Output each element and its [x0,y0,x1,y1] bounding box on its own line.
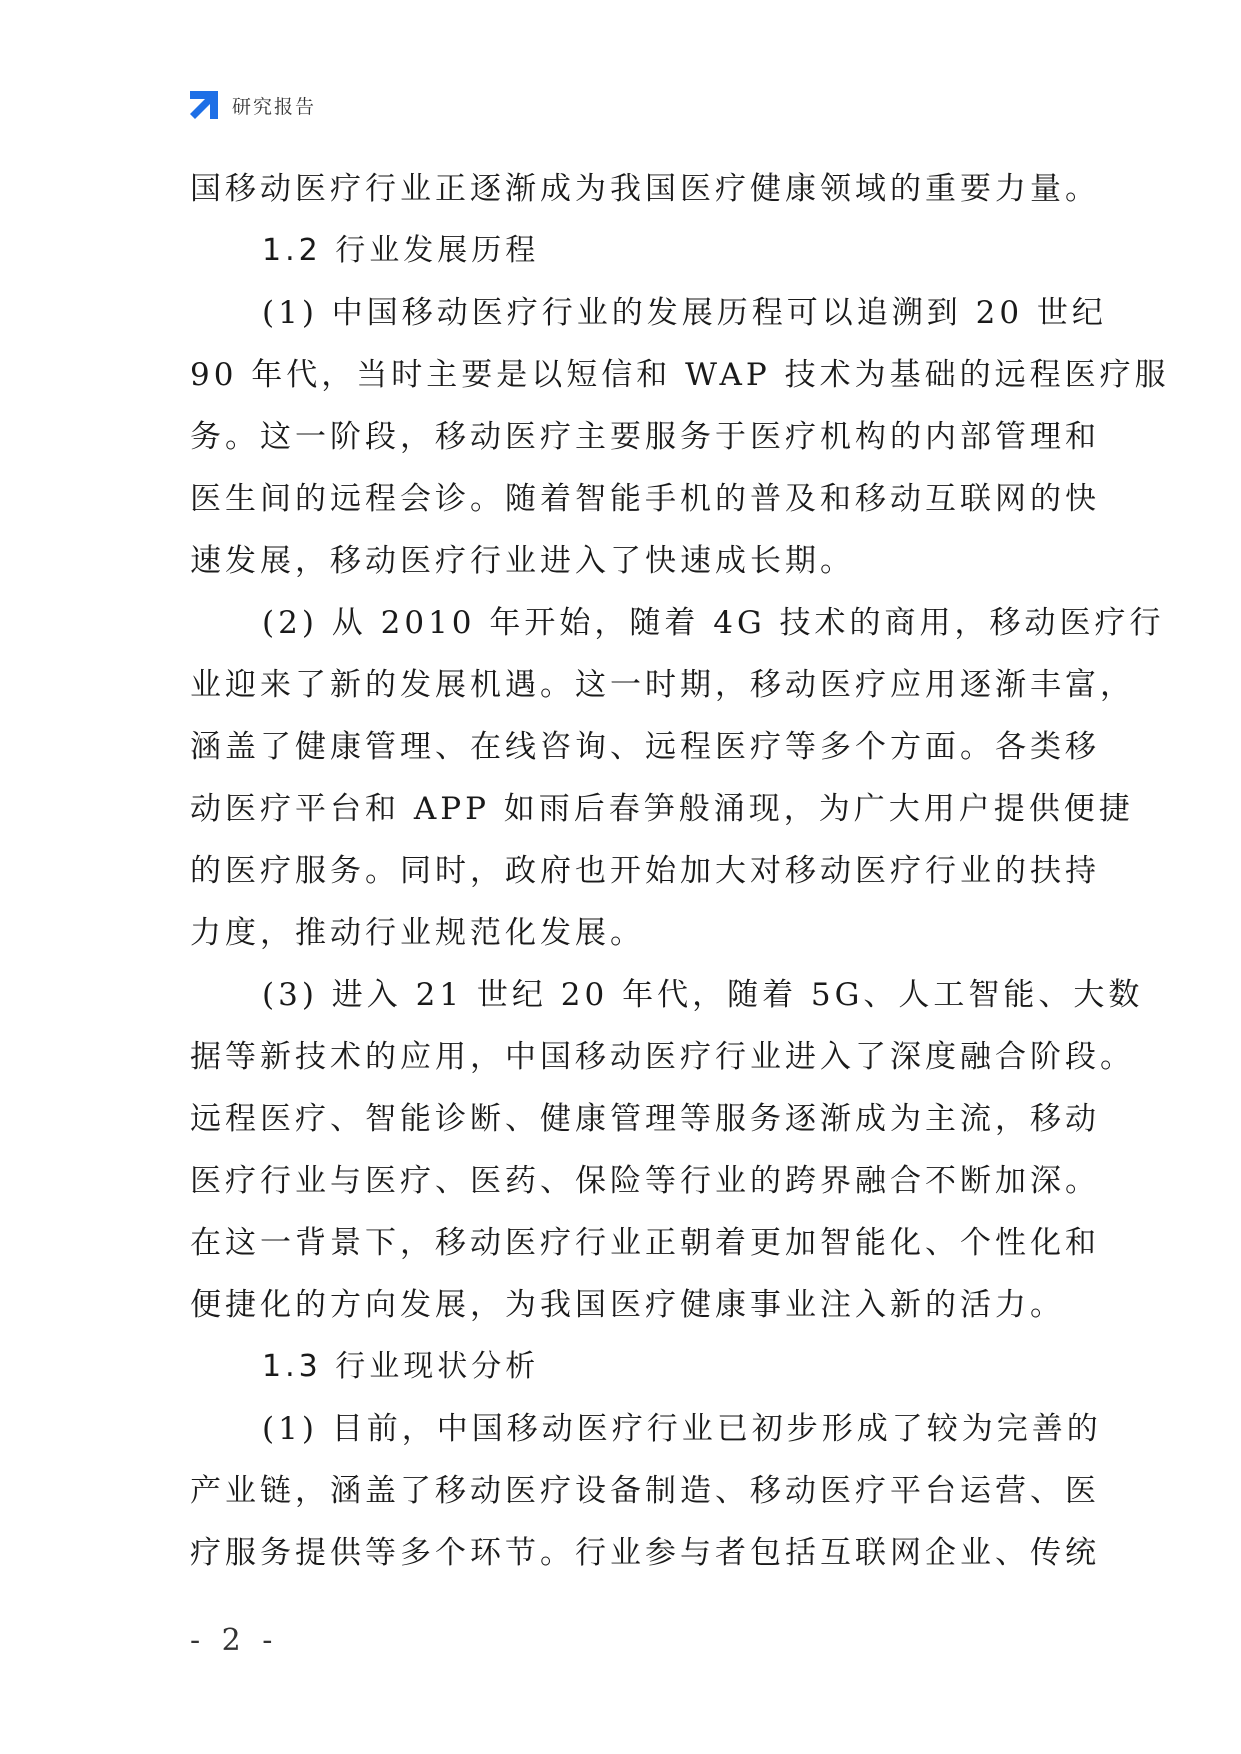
paragraph-line: 涵盖了健康管理、在线咨询、远程医疗等多个方面。各类移 [190,729,1100,765]
section-heading: 1.2 行业发展历程 [262,233,540,268]
paragraph-line: 在这一背景下，移动医疗行业正朝着更加智能化、个性化和 [190,1225,1100,1261]
section-heading: 1.3 行业现状分析 [262,1349,540,1384]
paragraph-line: (1) 目前，中国移动医疗行业已初步形成了较为完善的 [262,1411,1102,1447]
paragraph-line: 便捷化的方向发展，为我国医疗健康事业注入新的活力。 [190,1287,1065,1323]
paragraph-line: 动医疗平台和 APP 如雨后春笋般涌现，为广大用户提供便捷 [190,791,1134,827]
paragraph-line: 医疗行业与医疗、医药、保险等行业的跨界融合不断加深。 [190,1163,1100,1199]
header-title: 研究报告 [232,95,317,118]
paragraph-line: 远程医疗、智能诊断、健康管理等服务逐渐成为主流，移动 [190,1101,1100,1137]
page-number: - 2 - [190,1623,279,1658]
paragraph-line: 国移动医疗行业正逐渐成为我国医疗健康领域的重要力量。 [190,171,1100,207]
paragraph-line: 医生间的远程会诊。随着智能手机的普及和移动互联网的快 [190,481,1100,517]
paragraph-line: 业迎来了新的发展机遇。这一时期，移动医疗应用逐渐丰富， [190,667,1135,703]
document-body [190,158,1170,1584]
paragraph-line: 90 年代，当时主要是以短信和 WAP 技术为基础的远程医疗服 [190,357,1170,393]
paragraph-line: 力度，推动行业规范化发展。 [190,915,645,951]
paragraph-line: 务。这一阶段，移动医疗主要服务于医疗机构的内部管理和 [190,419,1100,455]
paragraph-line: (1) 中国移动医疗行业的发展历程可以追溯到 20 世纪 [262,295,1107,331]
paragraph-line: 疗服务提供等多个环节。行业参与者包括互联网企业、传统 [190,1535,1100,1571]
arrow-up-right-logo-icon [188,89,220,121]
page-header [188,88,316,122]
paragraph-line: 速发展，移动医疗行业进入了快速成长期。 [190,543,855,579]
paragraph-line: 的医疗服务。同时，政府也开始加大对移动医疗行业的扶持 [190,853,1100,889]
paragraph-line: (3) 进入 21 世纪 20 年代，随着 5G、人工智能、大数 [262,977,1144,1013]
paragraph-line: 据等新技术的应用，中国移动医疗行业进入了深度融合阶段。 [190,1039,1135,1075]
paragraph-line: (2) 从 2010 年开始，随着 4G 技术的商用，移动医疗行 [262,605,1165,641]
paragraph-line: 产业链，涵盖了移动医疗设备制造、移动医疗平台运营、医 [190,1473,1100,1509]
